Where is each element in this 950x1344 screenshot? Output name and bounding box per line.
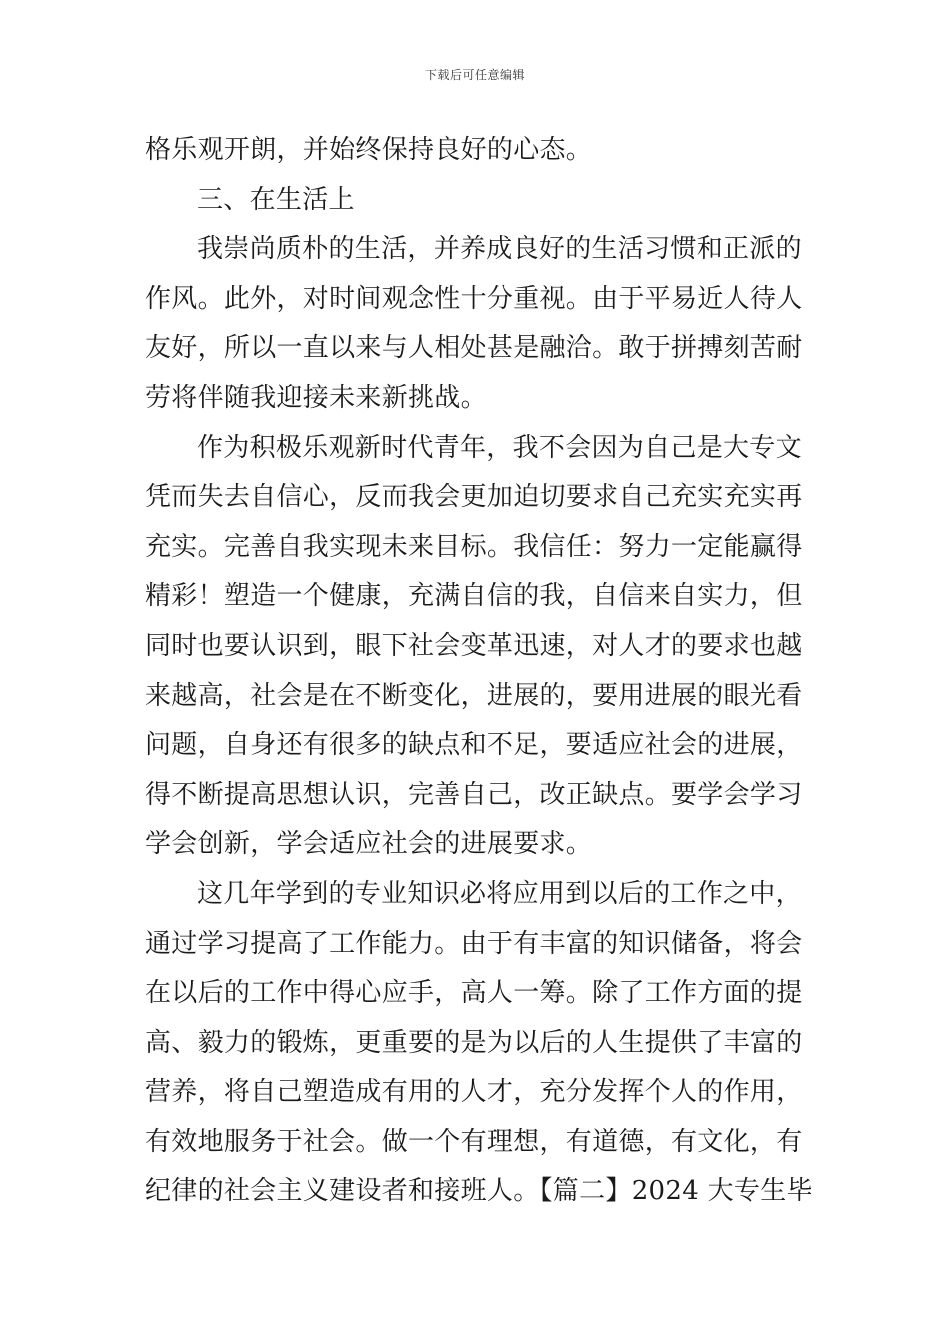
text-line: 来越高，社会是在不断变化，进展的，要用进展的眼光看: [145, 680, 803, 711]
text-line: 同时也要认识到，眼下社会变革迅速，对人才的要求也越: [145, 630, 803, 661]
text-line: 凭而失去自信心，反而我会更加迫切要求自己充实充实再: [145, 482, 803, 513]
text-line: 充实。完善自我实现未来目标。我信任：努力一定能赢得: [145, 531, 803, 562]
page-header: 下载后可任意编辑: [424, 68, 525, 82]
text-line: 友好，所以一直以来与人相处甚是融洽。敢于拼搏刻苦耐: [145, 333, 803, 364]
text-line: 格乐观开朗，并始终保持良好的心态。: [145, 135, 593, 165]
text-line: 问题，自身还有很多的缺点和不足，要适应社会的进展，: [145, 730, 803, 761]
text-line: 通过学习提高了工作能力。由于有丰富的知识储备，将会: [145, 928, 803, 959]
text-line: 营养，将自己塑造成有用的人才，充分发挥个人的作用，: [145, 1077, 803, 1108]
text-line: 我崇尚质朴的生活，并养成良好的生活习惯和正派的: [197, 234, 802, 265]
text-line: 高、毅力的锻炼，更重要的是为以后的人生提供了丰富的: [145, 1027, 803, 1058]
text-line: 这几年学到的专业知识必将应用到以后的工作之中，: [197, 878, 802, 909]
text-line: 作风。此外，对时间观念性十分重视。由于平易近人待人: [145, 283, 803, 314]
text-line: 学会创新，学会适应社会的进展要求。: [145, 829, 593, 860]
body-text: [145, 126, 813, 1217]
text-line: 作为积极乐观新时代青年，我不会因为自己是大专文: [197, 432, 802, 463]
text-line: 纪律的社会主义建设者和接班人。【篇二】2024 大专生毕: [145, 1176, 813, 1207]
section-heading: 三、在生活上: [197, 184, 355, 215]
text-line: 在以后的工作中得心应手，高人一筹。除了工作方面的提: [145, 978, 803, 1009]
text-line: 有效地服务于社会。做一个有理想，有道德，有文化，有: [145, 1126, 803, 1157]
text-line: 精彩！塑造一个健康，充满自信的我，自信来自实力，但: [145, 581, 803, 612]
text-line: 得不断提高思想认识，完善自己，改正缺点。要学会学习: [145, 779, 803, 810]
text-line: 劳将伴随我迎接未来新挑战。: [145, 382, 487, 413]
